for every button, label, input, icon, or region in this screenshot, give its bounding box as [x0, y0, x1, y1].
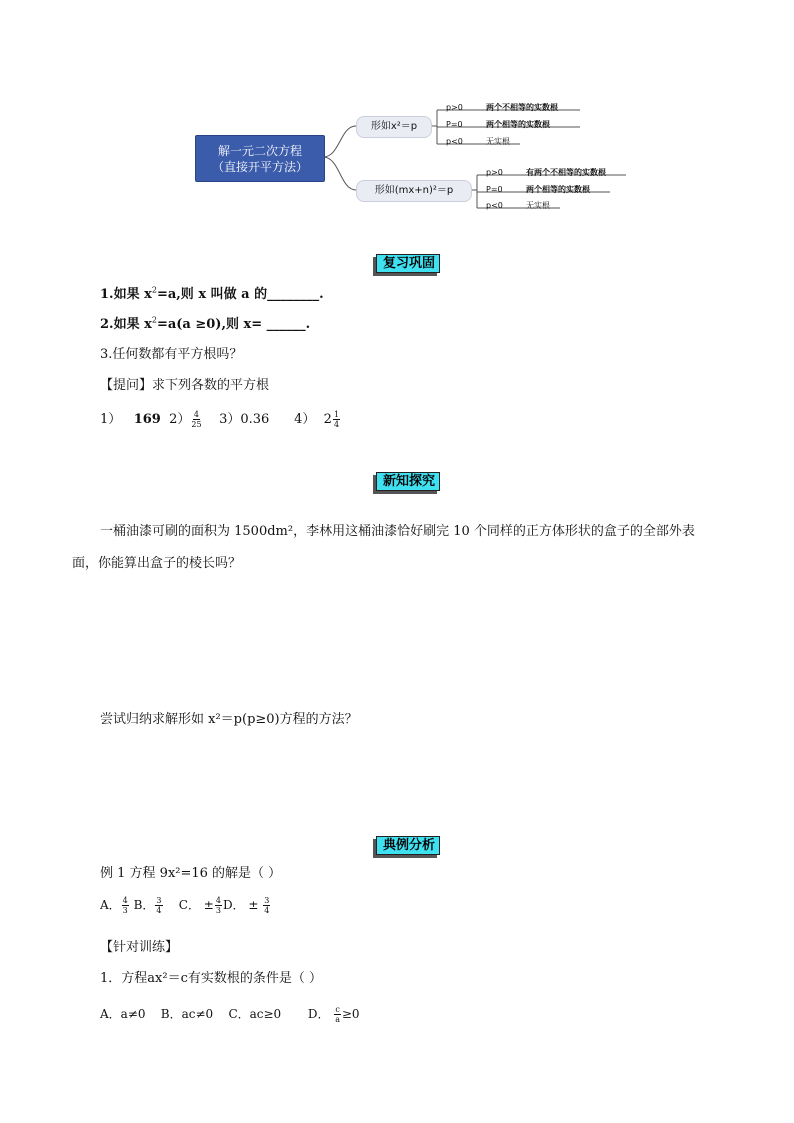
- review-q2: 2.如果 $x^2=a(a \ge 0)$,则 x= ______.: [100, 315, 311, 332]
- training-q1: 1．方程ax²＝c有实数根的条件是（ ）: [100, 971, 322, 986]
- mindmap-branch-1: 形如x²＝p: [356, 116, 432, 138]
- training-heading: 【针对训练】: [100, 940, 179, 955]
- explore-para-line2: 面，你能算出盒子的棱长吗？: [72, 556, 242, 571]
- mindmap-root: [195, 135, 325, 182]
- mindmap-root-line2: （直接开平方法）: [211, 159, 308, 174]
- training-q1-options: A．a≠0 B．ac≠0 C．ac≥0 D． $\frac{c}{a}$ ≥0: [100, 1005, 360, 1024]
- leaf-1-3: p<0 无实根: [446, 137, 510, 146]
- example-1: 例 1 方程 9x²=16 的解是（ ）: [100, 866, 282, 881]
- example-1-options: A． $\frac{4}{3}$ B． $\frac{3}{4}$ C． ± $\frac{4}{3}$ D． ± $\frac{3}{4}$: [100, 896, 270, 915]
- leaf-1-2: P=0 两个相等的实数根: [446, 120, 550, 129]
- review-ask: 【提问】求下列各数的平方根: [100, 378, 270, 393]
- explore-summary: 尝试归纳求解形如 x²＝p(p≥0)方程的方法？: [100, 712, 358, 727]
- section-review-heading: 复习巩固: [376, 254, 440, 273]
- review-q1: 1.如果 $x^2=a$,则 x 叫做 a 的________.: [100, 285, 324, 302]
- explore-para-line1: 一桶油漆可刷的面积为 1500dm²，李林用这桶油漆恰好刷完 10 个同样的正方体形状的盒子的全部外表: [100, 524, 695, 539]
- leaf-1-1: p>0 两个不相等的实数根: [446, 103, 558, 112]
- section-explore-heading: 新知探究: [376, 472, 440, 491]
- leaf-2-2: P=0 两个相等的实数根: [486, 185, 590, 194]
- section-example-heading: 典例分析: [376, 836, 440, 855]
- mixed-2-1-4: 2 $\frac{1}{4}$: [323, 410, 340, 429]
- mindmap-branch-2: 形如(mx+n)²＝p: [356, 180, 472, 202]
- frac-4-25: $\frac{4}{25}$: [191, 410, 202, 429]
- review-q3: 3.任何数都有平方根吗？: [100, 347, 243, 362]
- leaf-2-3: p<0 无实根: [486, 201, 550, 210]
- review-items: 1） 169 2） $\frac{4}{25}$ 3）0.36 4） 2 $\frac{1}{4}$: [100, 410, 340, 429]
- mindmap-root-line1: 解一元二次方程: [217, 143, 302, 158]
- leaf-2-1: p>0 有两个不相等的实数根: [486, 168, 606, 177]
